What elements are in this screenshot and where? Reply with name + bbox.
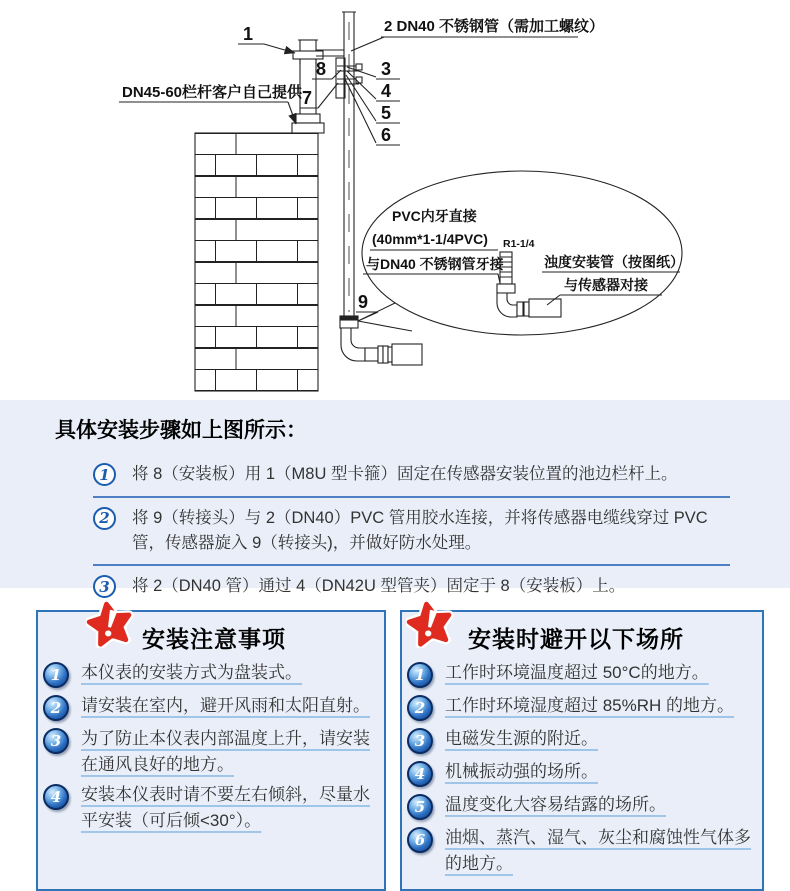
part-number-4: 4 (381, 81, 392, 101)
step-number-badge: 3 (93, 575, 116, 598)
diagram-svg (0, 0, 790, 400)
avoid-item (407, 660, 754, 688)
turbidity-label-line2: 与传感器对接 (564, 277, 648, 293)
step-text: 将 9（转接头）与 2（DN40）PVC 管用胶水连接，并将传感器电缆线穿过 PVC 管，传感器旋入 9（转接头)，并做好防水处理。 (132, 508, 708, 552)
turbidity-label-line1: 浊度安装管（按图纸） (544, 254, 684, 270)
part-number-3: 3 (381, 59, 392, 79)
installation-notice-box (36, 610, 386, 891)
step-number-badge: 1 (93, 463, 116, 486)
u-bolt-clamp (293, 51, 323, 59)
thread-size-label: R1-1/4 (503, 238, 535, 250)
steps-list (93, 454, 730, 608)
notice-item-text: 请安装在室内，避开风雨和太阳直射。 (81, 696, 370, 715)
avoid-item-text: 油烟、蒸汽、湿气、灰尘和腐蚀性气体多的地方。 (445, 828, 751, 873)
part-number-5: 5 (381, 103, 392, 123)
railing-label: DN45-60栏杆客户自己提供 (122, 84, 303, 101)
item-number-badge: 3 (43, 728, 69, 754)
avoid-item-text: 机械振动强的场所。 (445, 762, 598, 781)
step-text: 将 2（DN40 管）通过 4（DN42U 型管夹）固定于 8（安装板）上。 (132, 577, 626, 596)
avoid-box-title: 安装时避开以下场所 (468, 626, 684, 652)
avoid-item-text: 工作时环境温度超过 50°C的地方。 (445, 663, 709, 682)
notice-box-title: 安装注意事项 (142, 626, 286, 652)
part-number-8: 8 (316, 59, 327, 79)
avoid-item (407, 693, 754, 721)
avoid-item (407, 759, 754, 787)
item-number-badge: 4 (407, 761, 433, 787)
avoid-item-text: 工作时环境湿度超过 85%RH 的地方。 (445, 696, 735, 715)
installation-diagram (0, 0, 790, 400)
notice-item (43, 693, 376, 721)
step-row-1 (93, 454, 730, 498)
item-number-badge: 2 (43, 695, 69, 721)
post-base-neck (296, 114, 320, 123)
steps-heading: 具体安装步骤如上图所示： (55, 419, 307, 442)
item-number-badge: 2 (407, 695, 433, 721)
notice-item-text: 本仪表的安装方式为盘装式。 (81, 663, 302, 682)
step-number-badge: 2 (93, 507, 116, 530)
avoid-item-text: 温度变化大容易结露的场所。 (445, 795, 666, 814)
avoid-item (407, 726, 754, 754)
warning-boxes-row (0, 588, 790, 891)
part-number-7: 7 (302, 88, 313, 108)
item-number-badge: 1 (407, 662, 433, 688)
pvc-label-line2: (40mm*1-1/4PVC) (372, 231, 488, 247)
avoid-item (407, 825, 754, 876)
notice-item-text: 安装本仪表时请不要左右倾斜，尽量水平安装（可后倾<30°）。 (81, 785, 370, 830)
item-number-badge: 1 (43, 662, 69, 688)
notice-title-row (38, 612, 384, 658)
avoid-locations-box (400, 610, 764, 891)
avoid-item-text: 电磁发生源的附近。 (445, 729, 598, 748)
pipe-elbow (341, 328, 365, 361)
part-number-6: 6 (381, 125, 392, 145)
notice-item (43, 782, 376, 833)
avoid-item (407, 792, 754, 820)
item-number-badge: 6 (407, 827, 433, 853)
avoid-items (402, 660, 762, 889)
warning-star-icon (406, 600, 454, 648)
step-row-2 (93, 498, 730, 567)
warning-star-icon (86, 600, 134, 648)
steps-section (0, 400, 790, 596)
item-number-badge: 3 (407, 728, 433, 754)
detail-sensor-body (529, 299, 561, 317)
notice-item (43, 660, 376, 688)
pipe-label: 2 DN40 不锈钢管（需加工螺纹） (384, 18, 605, 35)
brick-wall (195, 133, 318, 391)
avoid-title-row (402, 612, 762, 658)
part-number-9: 9 (358, 292, 369, 312)
item-number-badge: 5 (407, 794, 433, 820)
pvc-label-line1: PVC内牙直接 (392, 208, 477, 224)
pvc-label-line3: 与DN40 不锈钢管牙接 (366, 256, 504, 272)
notice-items (38, 660, 384, 846)
sensor-body (392, 344, 422, 365)
post-base-plate (292, 123, 324, 133)
notice-item-text: 为了防止本仪表内部温度上升，请安装在通风良好的地方。 (81, 729, 370, 774)
item-number-badge: 4 (43, 784, 69, 810)
notice-item (43, 726, 376, 777)
part-number-1: 1 (243, 24, 254, 44)
adapter-coupling (340, 316, 358, 320)
step-text: 将 8（安装板）用 1（M8U 型卡箍）固定在传感器安装位置的池边栏杆上。 (132, 465, 678, 483)
